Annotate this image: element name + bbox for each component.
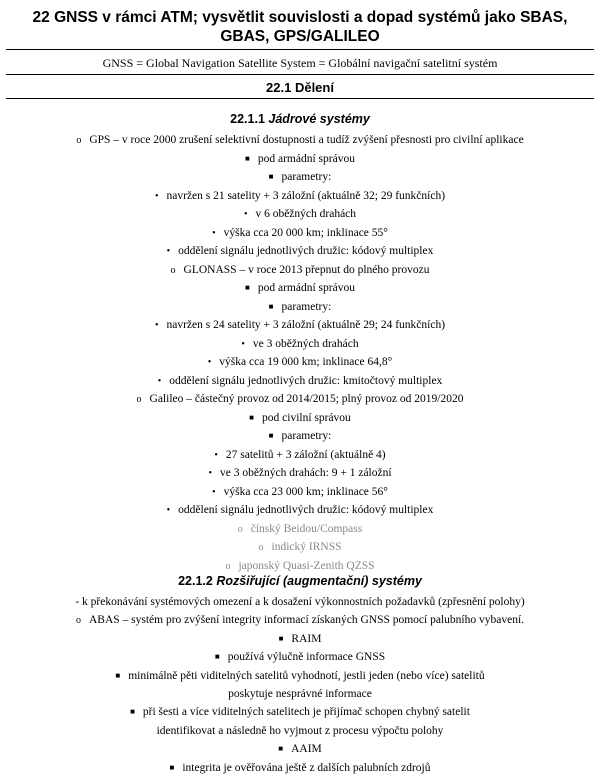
bullet-marker: o: [75, 615, 81, 627]
list-item-text: integrita je ověřována ještě z dalších palubních zdrojů: [182, 761, 431, 774]
list-item-text: navržen s 24 satelity + 3 záložní (aktuálně 29; 24 funkčních): [166, 319, 446, 331]
list-item: [0, 612, 600, 629]
list-item: [0, 132, 600, 149]
chapter-title-line-1: 22 GNSS v rámci ATM; vysvětlit souvislosti a dopad systémů jako SBAS,: [32, 9, 568, 26]
list-item: [0, 686, 600, 702]
bullet-marker: ■: [278, 633, 284, 643]
list-item-text: navržen s 21 satelity + 3 záložní (aktuálně 32; 29 funkčních): [166, 189, 446, 202]
gnss-definition: GNSS = Global Navigation Satellite System = Globální navigační satelitní systém: [102, 56, 498, 70]
list-item-text: identifikovat a následně ho vyjmout z procesu výpočtu polohy: [156, 724, 444, 737]
bullet-marker: •: [166, 246, 171, 257]
bullet-marker: o: [136, 394, 142, 405]
bullet-marker: •: [154, 190, 159, 202]
bullet-marker: •: [214, 449, 218, 461]
list-item: [0, 410, 600, 426]
list-item-text: parametry:: [281, 300, 332, 313]
bullet-marker: •: [212, 227, 216, 239]
subsection-number: 22.1.1: [230, 112, 265, 126]
list-item-text: RAIM: [291, 632, 322, 645]
list-item: [0, 447, 600, 464]
list-item: [0, 373, 600, 390]
bullet-marker: o: [76, 135, 82, 146]
list-item-text: Galileo – částečný provoz od 2014/2015; plný provoz od 2019/2020: [149, 393, 464, 405]
list-item: [0, 631, 600, 647]
bullet-marker: •: [243, 209, 248, 220]
chapter-title: [0, 8, 600, 46]
list-item: [0, 243, 600, 260]
list-item: [0, 741, 600, 757]
list-item: [0, 391, 600, 408]
list-item: [0, 336, 600, 353]
list-item: [0, 317, 600, 334]
list-item-text: používá výlučně informace GNSS: [227, 651, 386, 664]
section-heading: 22.1 Dělení: [266, 80, 334, 95]
list-item-text: oddělení signálu jednotlivých družic: kódový multiplex: [178, 504, 434, 516]
list-item-text: v 6 oběžných drahách: [255, 208, 357, 220]
bullet-marker: ■: [169, 762, 175, 772]
list-item: [0, 188, 600, 205]
list-item-text: oddělení signálu jednotlivých družic: kódový multiplex: [178, 245, 434, 257]
bullet-marker: •: [241, 338, 245, 350]
list-item-text: GPS – v roce 2000 zrušení selektivní dostupnosti a tudíž zvýšení přesnosti pro civilní aplikace: [89, 134, 524, 146]
list-item: [0, 502, 600, 519]
subsection-heading-core: [0, 112, 600, 126]
list-item: [0, 354, 600, 371]
section-rule: [6, 98, 594, 99]
bullet-marker: o: [258, 542, 264, 553]
bullet-marker: •: [157, 375, 162, 387]
list-item: [0, 649, 600, 665]
list-item-text: minimálně pěti viditelných satelitů vyhodnotí, jestli jeden (nebo více) satelitů: [128, 669, 485, 682]
list-item-text: 27 satelitů + 3 záložní (aktuálně 4): [225, 448, 386, 461]
list-item: [0, 151, 600, 167]
title-rule: [6, 49, 594, 50]
list-item-text: při šesti a více viditelných satelitech je přijímač schopen chybný satelit: [142, 706, 470, 719]
list-item: [0, 594, 600, 610]
list-item-text: poskytuje nesprávné informace: [228, 688, 372, 700]
list-item: [0, 668, 600, 684]
list-item: [0, 484, 600, 501]
bullet-marker: ■: [268, 431, 274, 440]
list-item-text: ve 3 oběžných drahách: 9 + 1 záložní: [219, 467, 392, 479]
list-item-text: čínský Beidou/Compass: [250, 522, 363, 535]
list-item-text: výška cca 23 000 km; inklinace 56°: [223, 485, 388, 498]
list-item-text: GLONASS – v roce 2013 přepnut do plného provozu: [183, 263, 430, 276]
bullet-marker: ■: [268, 172, 274, 181]
bullet-marker: o: [237, 523, 243, 535]
bullet-marker: o: [225, 560, 231, 572]
bullet-marker: •: [166, 505, 171, 516]
list-item: [0, 704, 600, 720]
list-item-text: AAIM: [291, 743, 322, 756]
list-item-text: ABAS – systém pro zvýšení integrity informací získaných GNSS pomocí palubního vybavení.: [88, 614, 525, 627]
list-item: [0, 539, 600, 556]
subsection-heading-augmentation: [0, 574, 600, 588]
list-item: [0, 558, 600, 575]
list-item: [0, 225, 600, 242]
list-item: [0, 169, 600, 185]
list-item-text: parametry:: [281, 430, 332, 442]
list-item-text: pod armádní správou: [257, 152, 355, 165]
bullet-marker: ■: [245, 153, 250, 163]
bullet-marker: ■: [249, 412, 255, 422]
list-item: [0, 299, 600, 315]
list-item: [0, 760, 600, 776]
list-item-text: výška cca 19 000 km; inklinace 64,8°: [219, 356, 393, 368]
list-item: [0, 723, 600, 739]
list-item-text: japonský Quasi-Zenith QZSS: [238, 559, 375, 572]
bullet-marker: •: [207, 357, 212, 368]
bullet-marker: ■: [278, 744, 284, 754]
list-item: [0, 521, 600, 538]
list-item: [0, 428, 600, 444]
list-item-text: indický IRNSS: [271, 541, 342, 553]
list-item-text: výška cca 20 000 km; inklinace 55°: [223, 226, 388, 239]
bullet-marker: ■: [245, 283, 250, 292]
list-item-text: ve 3 oběžných drahách: [252, 337, 359, 350]
bullet-marker: •: [212, 486, 216, 498]
bullet-marker: ■: [214, 652, 220, 662]
list-item-text: pod civilní správou: [262, 411, 351, 424]
list-item-text: parametry:: [281, 171, 332, 183]
list-item: [0, 262, 600, 279]
list-item: [0, 280, 600, 296]
subsection-number: 22.1.2: [178, 574, 213, 588]
list-item-text: - k překonávání systémových omezení a k dosažení výkonnostních požadavků (zpřesnění polohy): [75, 596, 525, 608]
bullet-marker: ■: [130, 707, 135, 717]
definition-rule: [6, 74, 594, 75]
list-item-text: pod armádní správou: [257, 282, 355, 294]
bullet-marker: ■: [268, 301, 274, 311]
bullet-marker: •: [154, 320, 159, 331]
subsection-name: Rozšiřující (augmentační) systémy: [216, 574, 422, 588]
subsection-name: Jádrové systémy: [268, 112, 370, 126]
bullet-marker: o: [170, 264, 176, 276]
bullet-marker: ■: [115, 670, 121, 680]
list-item: [0, 206, 600, 223]
chapter-title-line-2: GBAS, GPS/GALILEO: [220, 28, 380, 45]
list-item-text: oddělení signálu jednotlivých družic: kmitočtový multiplex: [169, 374, 443, 387]
bullet-marker: •: [208, 468, 212, 479]
list-item: [0, 465, 600, 482]
